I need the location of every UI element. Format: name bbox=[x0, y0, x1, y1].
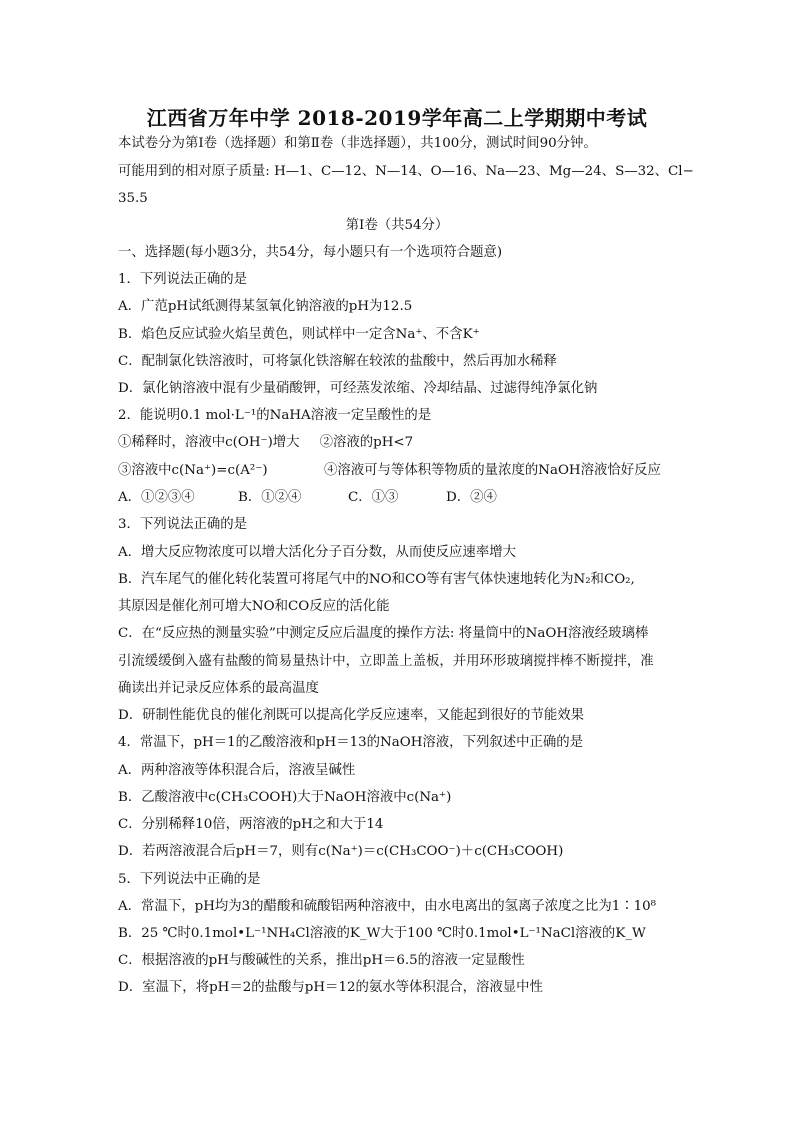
q2-statements-row-1 bbox=[118, 433, 678, 453]
q2-stem: 2．能说明0.1 mol·L⁻¹的NaHA溶液一定呈酸性的是 bbox=[118, 408, 432, 423]
q4-option-a: A．两种溶液等体积混合后，溶液呈碱性 bbox=[118, 763, 356, 778]
q4-option-b: B．乙酸溶液中c(CH₃COOH)大于NaOH溶液中c(Na⁺) bbox=[118, 790, 452, 805]
q1-option-b: B．焰色反应试验火焰呈黄色，则试样中一定含Na⁺、不含K⁺ bbox=[118, 327, 480, 342]
q1-option-a: A．广范pH试纸测得某氢氧化钠溶液的pH为12.5 bbox=[118, 299, 413, 314]
q3-option-d: D．研制性能优良的催化剂既可以提高化学反应速率，又能起到很好的节能效果 bbox=[118, 708, 585, 723]
q2-statement-1: ①稀释时，溶液中c(OH⁻)增大 bbox=[118, 435, 300, 450]
q3-option-c-line-1: C．在“反应热的测量实验”中测定反应后温度的操作方法: 将量筒中的NaOH溶液经玻璃棒 bbox=[118, 626, 649, 641]
q4-option-c: C．分别稀释10倍，两溶液的pH之和大于14 bbox=[118, 817, 384, 832]
q1-stem: 1．下列说法正确的是 bbox=[118, 272, 248, 287]
q1-option-d: D．氯化钠溶液中混有少量硝酸钾，可经蒸发浓缩、冷却结晶、过滤得纯净氯化钠 bbox=[118, 381, 598, 396]
q3-option-b-line-1: B．汽车尾气的催化转化装置可将尾气中的NO和CO等有害气体快速地转化为N₂和CO₂, bbox=[118, 572, 635, 587]
q5-stem: 5．下列说法中正确的是 bbox=[118, 872, 261, 887]
q2-option-a: A．①②③④ bbox=[118, 490, 195, 505]
q2-options bbox=[118, 488, 678, 508]
q2-statement-4: ④溶液可与等体积等物质的量浓度的NaOH溶液恰好反应 bbox=[324, 463, 661, 478]
q2-statements-row-2 bbox=[118, 461, 678, 481]
q2-option-c: C．①③ bbox=[348, 490, 399, 505]
q3-option-b-line-2: 其原因是催化剂可增大NO和CO反应的活化能 bbox=[118, 599, 390, 614]
q1-option-c: C．配制氯化铁溶液时，可将氯化铁溶解在较浓的盐酸中，然后再加水稀释 bbox=[118, 354, 557, 369]
q3-option-c-line-3: 确读出并记录反应体系的最高温度 bbox=[118, 681, 319, 696]
q5-option-c: C．根据溶液的pH与酸碱性的关系，推出pH＝6.5的溶液一定显酸性 bbox=[118, 953, 525, 968]
q4-stem: 4．常温下，pH＝1的乙酸溶液和pH＝13的NaOH溶液，下列叙述中正确的是 bbox=[118, 735, 584, 750]
intro-line-2: 可能用到的相对原子质量: H—1、C—12、N—14、O—16、Na—23、Mg—24、S—32、Cl− bbox=[118, 164, 694, 179]
q5-option-b: B．25 ℃时0.1mol•L⁻¹NH₄Cl溶液的K_W大于100 ℃时0.1mol•L⁻¹NaCl溶液的K_W bbox=[118, 926, 646, 941]
q2-option-b: B．①②④ bbox=[238, 490, 302, 505]
intro-line-1: 本试卷分为第Ⅰ卷（选择题）和第Ⅱ卷（非选择题），共100分，测试时间90分钟。 bbox=[118, 136, 597, 151]
section-description: 一、选择题(每小题3分，共54分，每小题只有一个选项符合题意) bbox=[118, 245, 503, 260]
q3-stem: 3．下列说法正确的是 bbox=[118, 517, 248, 532]
q5-option-d: D．室温下，将pH＝2的盐酸与pH＝12的氨水等体积混合，溶液显中性 bbox=[118, 980, 543, 995]
q3-option-a: A．增大反应物浓度可以增大活化分子百分数，从而使反应速率增大 bbox=[118, 545, 516, 560]
q4-option-d: D．若两溶液混合后pH＝7，则有c(Na⁺)＝c(CH₃COO⁻)＋c(CH₃COOH) bbox=[118, 844, 564, 859]
q2-statement-3: ③溶液中c(Na⁺)=c(A²⁻) bbox=[118, 463, 268, 478]
q3-option-c-line-2: 引流缓缓倒入盛有盐酸的简易量热计中，立即盖上盖板，并用环形玻璃搅拌棒不断搅拌，准 bbox=[118, 654, 654, 669]
section-title: 第Ⅰ卷（共54分） bbox=[345, 218, 449, 233]
q2-statement-2: ②溶液的pH<7 bbox=[319, 435, 414, 450]
q2-option-d: D．②④ bbox=[446, 490, 497, 505]
q5-option-a: A．常温下，pH均为3的醋酸和硫酸铝两种溶液中，由水电离出的氢离子浓度之比为1∶10⁸ bbox=[118, 899, 657, 914]
intro-line-3: 35.5 bbox=[118, 191, 148, 206]
exam-title: 江西省万年中学 2018-2019学年高二上学期期中考试 bbox=[146, 106, 648, 130]
